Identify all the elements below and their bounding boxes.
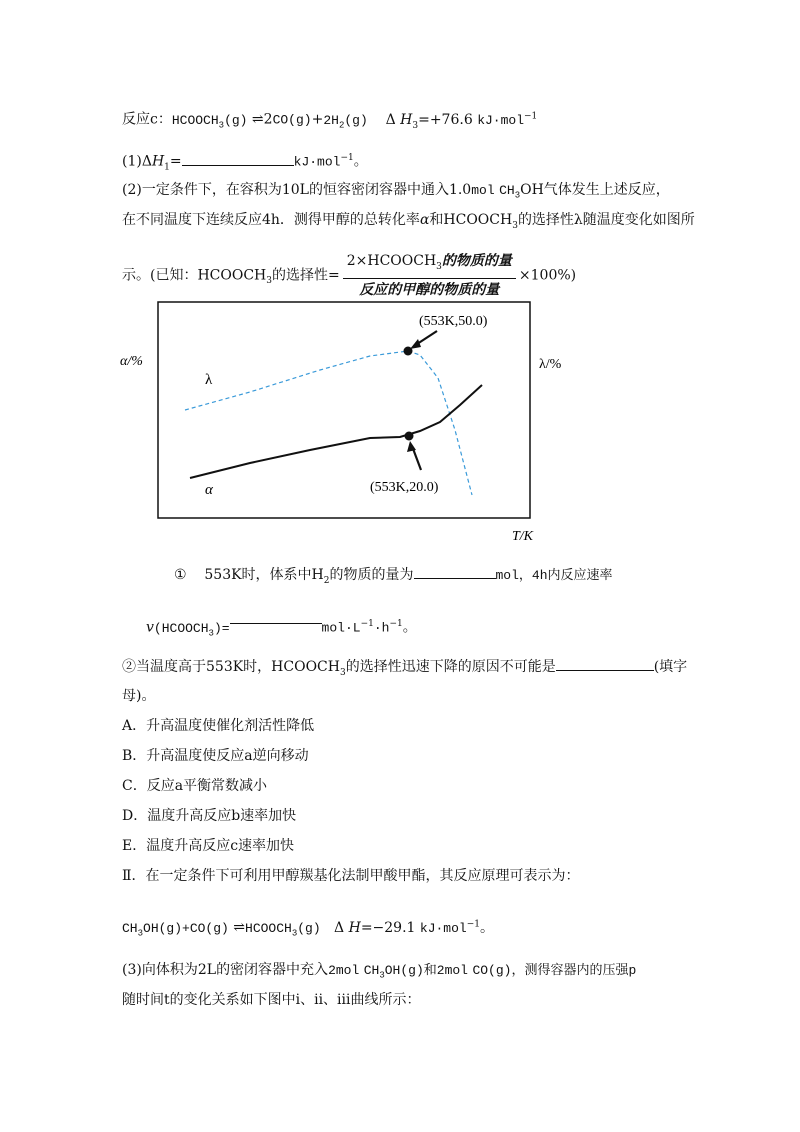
part2-intro: Ⅱ．在一定条件下可利用甲醇羰基化法制甲酸甲酯，其反应原理可表示为： <box>122 868 580 884</box>
q22-b: 的选择性迅速下降的原因不可能是 <box>345 659 556 675</box>
plus-sign: + <box>311 111 324 128</box>
y-label-left: α/% <box>120 354 143 369</box>
q3-b: 2L <box>197 962 217 978</box>
q2-l1d: $CH_3$ <box>499 183 521 201</box>
question-2-1-rate <box>146 614 417 643</box>
question-2-2 <box>122 656 687 683</box>
rate-species: $(HCOOCH_3)=$ <box>153 620 230 639</box>
q3-d: 2mol <box>328 963 360 978</box>
q1-eq: = <box>169 153 182 170</box>
q2-alpha: α <box>419 212 430 228</box>
q3-g: 2mol <box>436 963 468 978</box>
rate-mid: ·h <box>373 620 390 636</box>
delta-h3: Δ $H_3=+76.6$ kJ·mol$^{-1}$ <box>385 111 538 131</box>
chart-frame <box>158 302 530 518</box>
q22-a-sub: 3 <box>339 667 346 678</box>
q21-b: 的物质的量为 <box>329 567 414 583</box>
reaction-c-label: 反应c： <box>122 111 172 128</box>
annotation-alpha: (553K,20.0) <box>370 480 439 495</box>
q3-h: CO(g)，测得容器内的压强p <box>472 963 637 978</box>
y-label-right: λ/% <box>539 357 562 372</box>
q2-l3b: 的选择性= <box>272 267 340 284</box>
q21-c: mol，4h内反应速率 <box>495 568 613 583</box>
rate-blank[interactable] <box>230 623 322 632</box>
alpha-point-553 <box>405 432 414 441</box>
eq-product: $HCOOCH_3(g)$ <box>245 920 321 939</box>
reaction-c-lhs: $HCOOCH_3(g)$ <box>171 112 248 131</box>
equilibrium-arrow: ⇌ <box>251 111 264 128</box>
rate-sup2: −1 <box>389 619 403 629</box>
option-e: E．温度升高反应c速率加快 <box>122 838 295 854</box>
x-label: T/K <box>512 529 534 544</box>
q2-l2a: 在不同温度下连续反应4h．测得甲醇的总转化率 <box>122 212 420 228</box>
q3-e: $CH_3OH(g)$和 <box>363 963 437 981</box>
q1-end: 。 <box>353 153 368 170</box>
q2-l1e: OH气体发生上述反应， <box>520 182 670 198</box>
annotation-lambda: (553K,50.0) <box>419 314 488 329</box>
co-species: CO(g) <box>272 112 312 128</box>
rate-v: v <box>146 619 154 636</box>
q2-l3a-sub: 3 <box>266 276 272 287</box>
option-d: D．温度升高反应b速率加快 <box>122 808 297 824</box>
q1-sup: −1 <box>340 153 354 163</box>
series-alpha-label: α <box>205 482 213 498</box>
q22-c: (填字 <box>653 659 688 675</box>
fraction-denominator: 反应的甲醇的物质的量 <box>359 281 500 298</box>
q22-a: ②当温度高于553K时，HCOOCH <box>122 659 340 675</box>
q3-a: (3)向体积为 <box>122 962 198 978</box>
option-a: A．升高温度使催化剂活性降低 <box>122 718 315 734</box>
option-b: B．升高温度使反应a逆向移动 <box>122 748 309 764</box>
q1-h: H <box>151 153 165 170</box>
q1-sub: 1 <box>164 162 170 173</box>
q22-answer-blank[interactable] <box>556 656 654 671</box>
series-alpha-line <box>190 385 482 478</box>
q21-a: 553K时，体系中H <box>204 567 324 583</box>
series-lambda-line <box>185 351 472 495</box>
eq-reactants: $CH_3OH(g)+CO(g)$ <box>122 920 229 939</box>
q2-l3a: 示。(已知：HCOOCH <box>122 267 267 284</box>
circle-1: ① <box>174 567 187 583</box>
h2-species: $2H_2(g)$ <box>323 112 368 131</box>
rate-end: 。 <box>402 619 417 636</box>
q3-c: 的密闭容器中充入 <box>216 962 329 978</box>
rate-unit: mol·L <box>321 620 361 636</box>
q21-a-sub: 2 <box>323 575 330 586</box>
coefficient: 2 <box>263 111 273 128</box>
option-c: C．反应a平衡常数减小 <box>122 778 268 794</box>
fraction-numerator: $2\times HCOOCH_3$的物质的量 <box>343 252 516 279</box>
arrow-lambda-head <box>410 339 421 349</box>
q2-l3c: ×100%) <box>518 267 577 284</box>
series-lambda-label: λ <box>205 372 213 388</box>
q2-l1b: 1.0 <box>448 182 472 198</box>
question-2-1 <box>174 564 613 591</box>
question-3-line2: 随时间t的变化关系如下图中ⅰ、ⅱ、ⅲ曲线所示： <box>122 992 421 1008</box>
q2-l2b-sub: 3 <box>512 220 518 231</box>
q1-unit: kJ·mol <box>293 154 341 170</box>
q2-l1c: mol <box>471 183 495 198</box>
q2-l1a: (2)一定条件下，在容积为10L的恒容密闭容器中通入 <box>122 182 449 198</box>
part2-equation <box>122 914 494 943</box>
question-2-2-cont: 母)。 <box>122 688 156 704</box>
question-3-line1 <box>122 960 636 986</box>
eq-delta-h: Δ H=−29.1 kJ·mol$^{-1}$。 <box>334 919 494 936</box>
q2-l2c: 的选择性λ随温度变化如图所 <box>517 212 695 228</box>
eq-arrow: ⇌ <box>233 919 246 936</box>
q21-h2-blank[interactable] <box>414 564 496 579</box>
q1-prefix: (1)Δ <box>122 153 152 170</box>
q2-l2b: 和HCOOCH <box>429 212 513 228</box>
rate-sup1: −1 <box>360 619 374 629</box>
